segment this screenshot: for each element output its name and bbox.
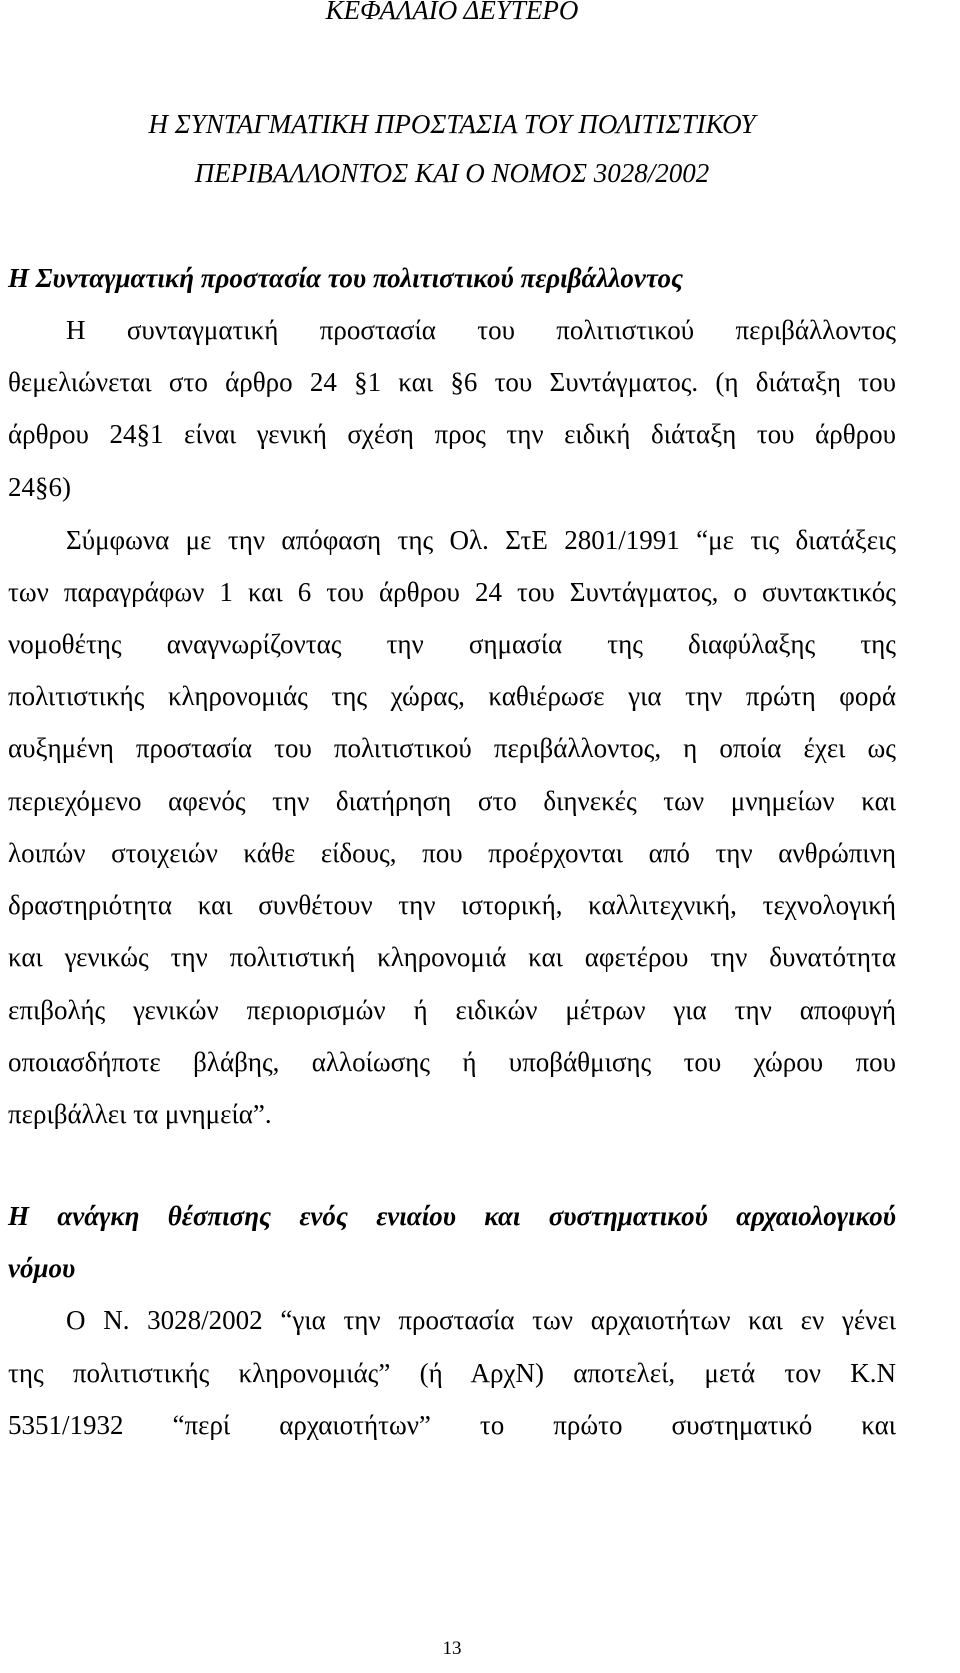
paragraph-line: 5351/1932 “περί αρχαιοτήτων” το πρώτο συστηματικό και (8, 1410, 896, 1440)
paragraph-line: θεμελιώνεται στο άρθρο 24 §1 και §6 του Συντάγματος. (η διάταξη του (8, 367, 896, 397)
paragraph-line: δραστηριότητα και συνθέτουν την ιστορική, καλλιτεχνική, τεχνολογική (8, 890, 896, 920)
section-2-heading-line-1: Η ανάγκη θέσπισης ενός ενιαίου και συστηματικού αρχαιολογικού (8, 1201, 896, 1231)
paragraph-line: λοιπών στοιχειών κάθε είδους, που προέρχονται από την ανθρώπινη (8, 838, 896, 868)
page-number: 13 (442, 1638, 462, 1659)
paragraph-line: περιβάλλει τα μνημεία”. (8, 1099, 272, 1129)
section-2-heading-line-2: νόμου (8, 1253, 76, 1283)
section-1-heading: Η Συνταγματική προστασία του πολιτιστικού περιβάλλοντος (8, 263, 684, 293)
paragraph-line: Η συνταγματική προστασία του πολιτιστικού περιβάλλοντος (66, 315, 896, 345)
paragraph-line: επιβολής γενικών περιορισμών ή ειδικών μέτρων για την αποφυγή (8, 995, 896, 1025)
paragraph-line: άρθρου 24§1 είναι γενική σχέση προς την ειδική διάταξη του άρθρου (8, 419, 896, 449)
paragraph-line: αυξημένη προστασία του πολιτιστικού περιβάλλοντος, η οποία έχει ως (8, 733, 896, 763)
chapter-title: ΚΕΦΑΛΑΙΟ ΔΕΥΤΕΡΟ (325, 0, 579, 25)
paragraph-line: οποιασδήποτε βλάβης, αλλοίωσης ή υποβάθμισης του χώρου που (8, 1047, 896, 1077)
paragraph-line: 24§6) (8, 472, 71, 502)
paragraph-line: Σύμφωνα με την απόφαση της Ολ. ΣτΕ 2801/1991 “με τις διατάξεις (66, 525, 896, 555)
main-title-line-1: Η ΣΥΝΤΑΓΜΑΤΙΚΗ ΠΡΟΣΤΑΣΙΑ ΤΟΥ ΠΟΛΙΤΙΣΤΙΚΟΥ (148, 109, 756, 139)
paragraph-line: Ο Ν. 3028/2002 “για την προστασία των αρχαιοτήτων και εν γένει (66, 1305, 896, 1335)
paragraph-line: των παραγράφων 1 και 6 του άρθρου 24 του Συντάγματος, ο συντακτικός (8, 577, 896, 607)
main-title-line-2: ΠΕΡΙΒΑΛΛΟΝΤΟΣ ΚΑΙ Ο ΝΟΜΟΣ 3028/2002 (194, 158, 710, 188)
paragraph-line: νομοθέτης αναγνωρίζοντας την σημασία της διαφύλαξης της (8, 629, 896, 659)
paragraph-line: περιεχόμενο αφενός την διατήρηση στο διηνεκές των μνημείων και (8, 786, 896, 816)
paragraph-line: και γενικώς την πολιτιστική κληρονομιά και αφετέρου την δυνατότητα (8, 942, 896, 972)
paragraph-line: της πολιτιστικής κληρονομιάς” (ή ΑρχΝ) αποτελεί, μετά τον Κ.Ν (8, 1358, 896, 1388)
paragraph-line: πολιτιστικής κληρονομιάς της χώρας, καθιέρωσε για την πρώτη φορά (8, 681, 896, 711)
